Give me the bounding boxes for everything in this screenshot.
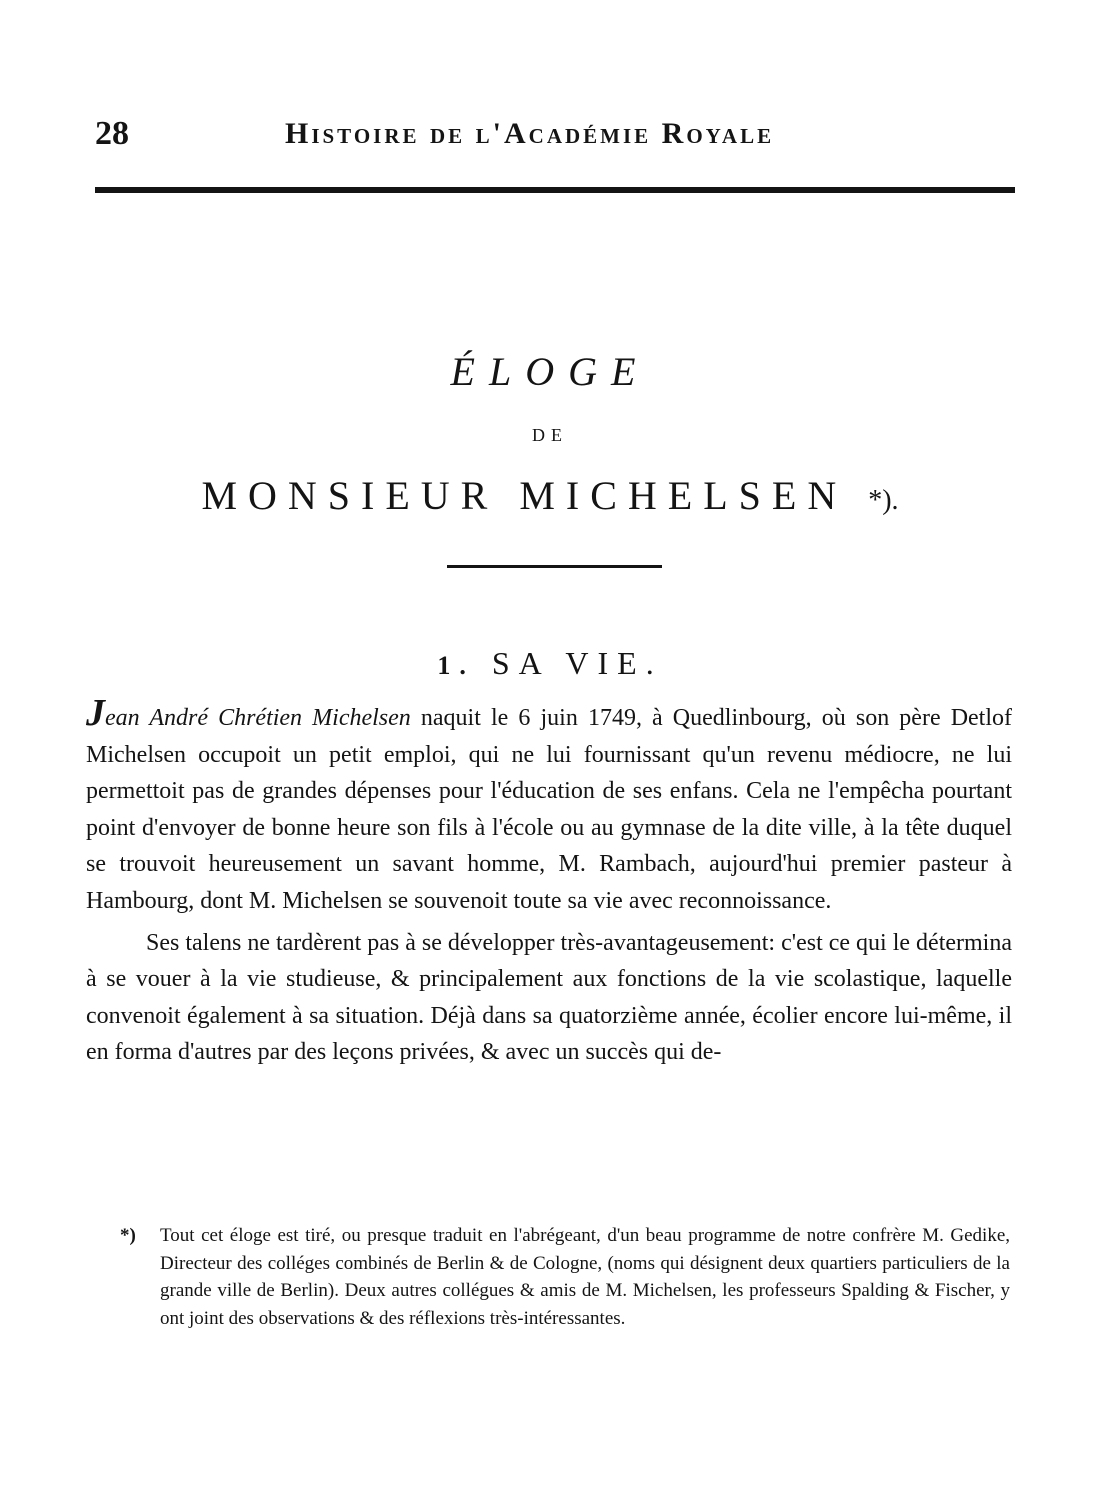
title-rule: [447, 565, 662, 568]
paragraph-1: [86, 692, 1013, 920]
subject-name-line: [0, 468, 1100, 529]
footnote: [120, 1222, 1010, 1332]
running-title: Histoire de l'Académie Royale: [285, 117, 775, 150]
section-title: SA VIE.: [491, 645, 663, 681]
body-text: [86, 692, 1013, 1076]
footnote-marker: *): [120, 1225, 136, 1246]
eloge-title: ÉLOGE: [450, 349, 650, 394]
page-number: 28: [95, 115, 129, 152]
footnote-reference: *).: [868, 485, 899, 516]
paragraph-2: Ses talens ne tardèrent pas à se développer très-avantageusement: c'est ce qui le détermina à se vouer à la vie studieuse, & principalement aux fonctions de la vie scolastique, laquelle convenoit également à sa situation. Déjà dans sa quatorzième année, écolier encore lui-même, il en forma d'autres par des leçons privées, & avec un succès qui de-: [86, 929, 1012, 1066]
subject-name: MONSIEUR MICHELSEN: [201, 473, 848, 518]
author-full-name: ean André Chrétien Michelsen: [105, 705, 411, 731]
paragraph-1-text: naquit le 6 juin 1749, à Quedlinbourg, où son père Detlof Michelsen occupoit un petit emploi, qui ne lui fournissant qu'un revenu médiocre, ne lui permettoit pas de grandes dépenses pour l'éducation de ses enfans. Cela ne l'empêcha pourtant point d'envoyer de bonne heure son fils à l'école ou au gymnase de la dite ville, à la tête duquel se trouvoit heureusement un savant homme, M. Rambach, aujourd'hui premier pasteur à Hambourg, dont M. Michelsen se souvenoit toute sa vie avec reconnoissance.: [86, 705, 1013, 914]
header-rule: [95, 187, 1015, 193]
initial-letter: J: [86, 692, 105, 734]
running-header: [95, 112, 1020, 156]
section-heading: [0, 640, 1100, 689]
footnote-text: Tout cet éloge est tiré, ou presque traduit en l'abrégeant, d'un beau programme de notre confrère M. Gedike, Directeur des colléges combinés de Berlin & de Cologne, (noms qui désignent deux quartiers particuliers de la grande ville de Berlin). Deux autres collégues & amis de M. Michelsen, les professeurs Spalding & Fischer, y ont joint des observations & des réflexions très-intéressantes.: [160, 1225, 1010, 1329]
section-number: 1.: [437, 651, 475, 680]
title-de: DE: [532, 425, 568, 445]
